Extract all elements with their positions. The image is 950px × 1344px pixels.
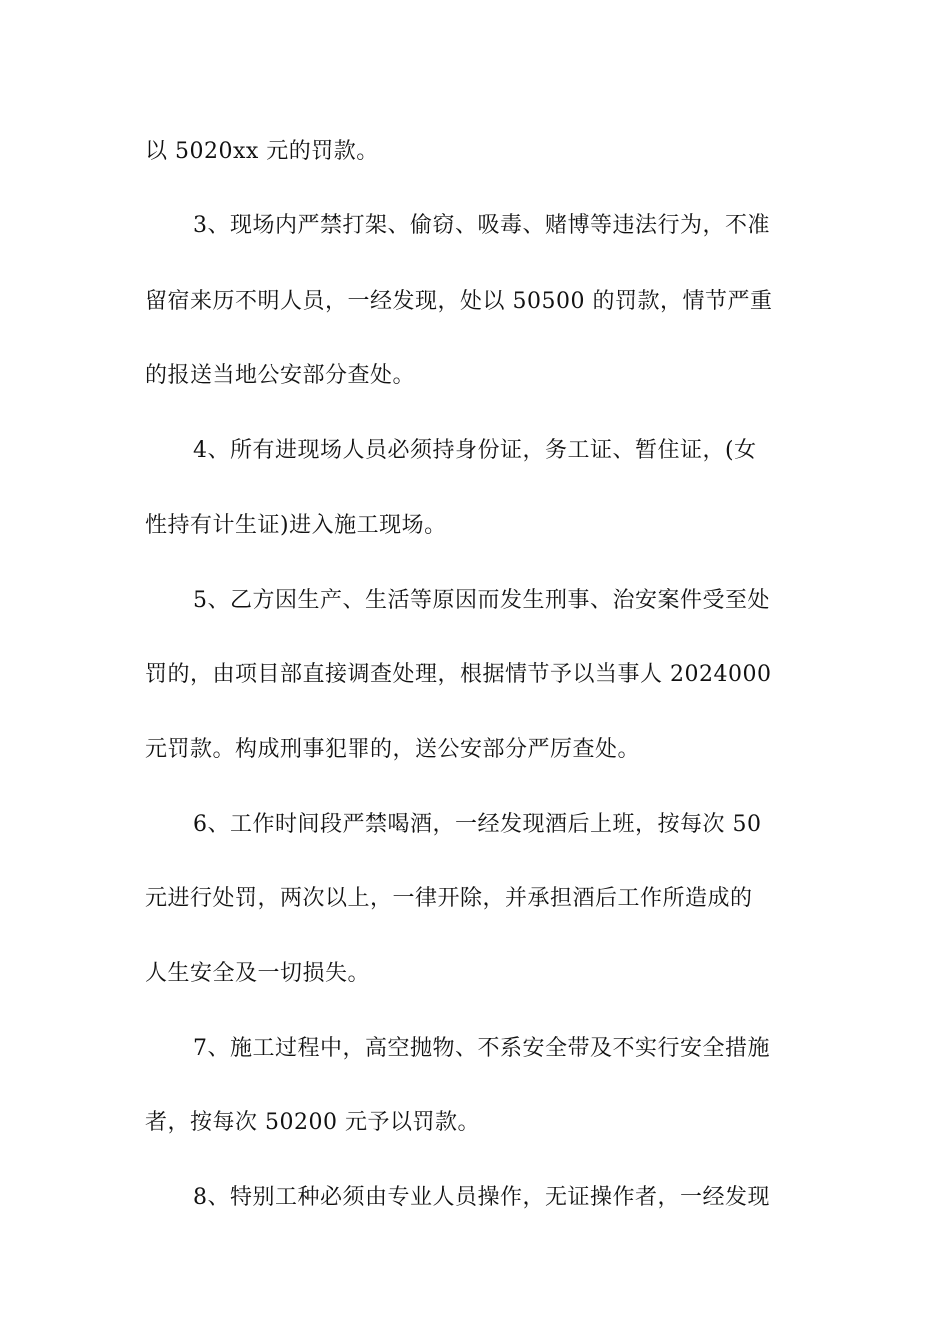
text-line-15: 8、特别工种必须由专业人员操作，无证操作者，一经发现: [193, 1185, 770, 1210]
text-line-11: 元进行处罚，两次以上，一律开除，并承担酒后工作所造成的: [145, 886, 753, 911]
text-line-6: 性持有计生证)进入施工现场。: [145, 513, 447, 538]
text-line-4: 的报送当地公安部分查处。: [145, 363, 416, 388]
text-line-1: 以 5020xx 元的罚款。: [145, 139, 379, 164]
text-line-3: 留宿来历不明人员，一经发现，处以 50500 的罚款，情节严重: [145, 289, 773, 314]
text-line-13: 7、施工过程中，高空抛物、不系安全带及不实行安全措施: [193, 1036, 770, 1061]
text-line-12: 人生安全及一切损失。: [145, 961, 371, 986]
text-line-5: 4、所有进现场人员必须持身份证，务工证、暂住证，(女: [193, 438, 757, 463]
text-line-9: 元罚款。构成刑事犯罪的，送公安部分严厉查处。: [145, 737, 641, 762]
text-line-2: 3、现场内严禁打架、偷窃、吸毒、赌博等违法行为，不准: [193, 213, 770, 238]
text-line-8: 罚的，由项目部直接调查处理，根据情节予以当事人 2024000: [145, 662, 772, 687]
text-line-10: 6、工作时间段严禁喝酒，一经发现酒后上班，按每次 50: [193, 812, 762, 837]
text-line-7: 5、乙方因生产、生活等原因而发生刑事、治安案件受至处: [193, 588, 770, 613]
text-line-14: 者，按每次 50200 元予以罚款。: [145, 1110, 480, 1135]
